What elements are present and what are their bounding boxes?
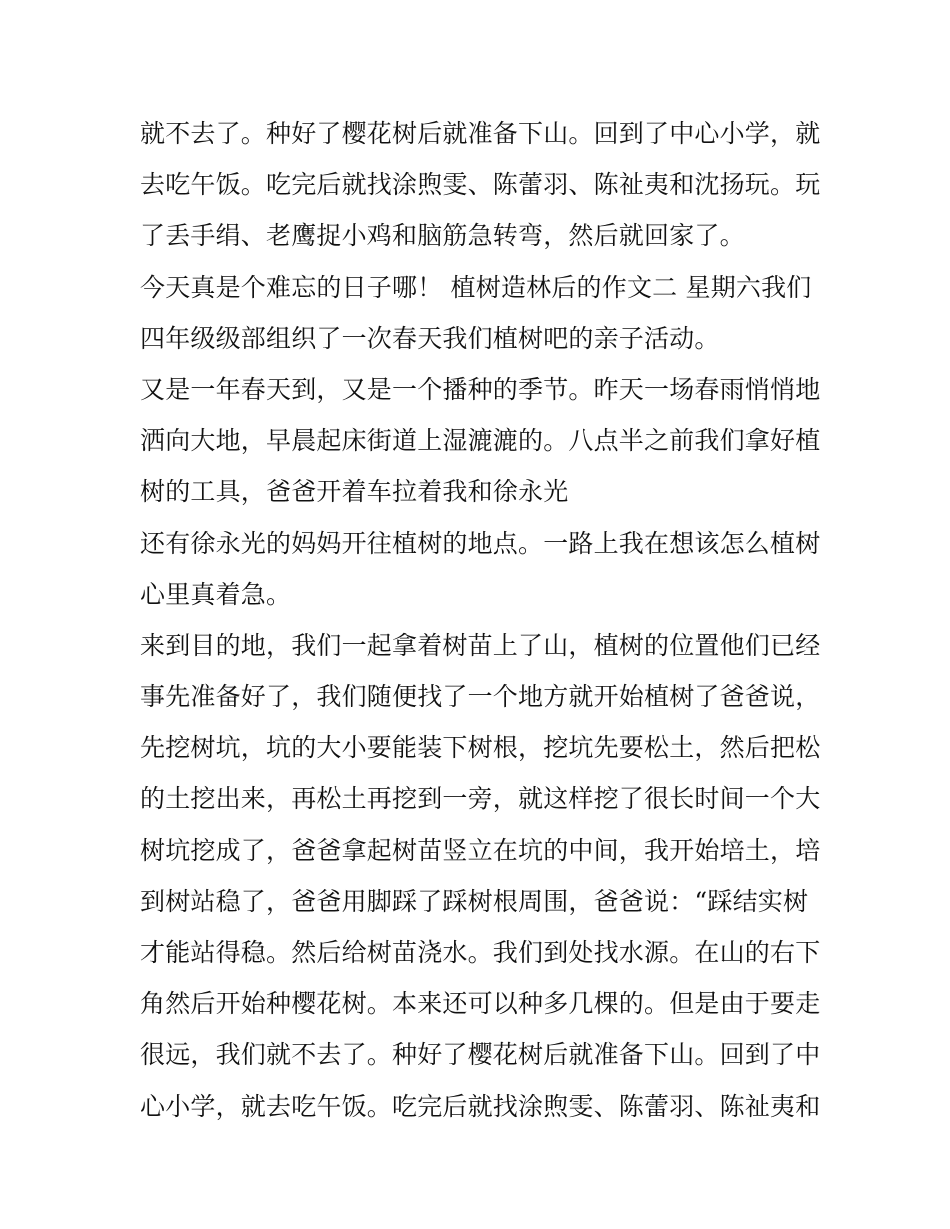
text-line-12: 事先准备好了，我们随便找了一个地方就开始植树了爸爸说，	[140, 682, 821, 712]
text-line-5: 四年级级部组织了一次春天我们植树吧的亲子活动。	[140, 323, 720, 353]
text-line-16: 到树站稳了，爸爸用脚踩了踩树根周围，爸爸说：“踩结实树	[140, 886, 809, 916]
essay-text	[140, 108, 820, 1132]
text-line-3: 了丢手绢、老鹰捉小鸡和脑筋急转弯，然后就回家了。	[140, 221, 745, 251]
text-line-9: 还有徐永光的妈妈开往植树的地点。一路上我在想该怎么植树	[140, 528, 821, 558]
text-line-19: 很远，我们就不去了。种好了樱花树后就准备下山。回到了中	[140, 1040, 821, 1070]
text-line-4: 今天真是个难忘的日子哪！ 植树造林后的作文二 星期六我们	[140, 272, 812, 302]
text-line-14: 的土挖出来，再松土再挖到一旁，就这样挖了很长时间一个大	[140, 784, 821, 814]
text-line-15: 树坑挖成了，爸爸拿起树苗竖立在坑的中间，我开始培土，培	[140, 835, 821, 865]
text-line-6: 又是一年春天到，又是一个播种的季节。昨天一场春雨悄悄地	[140, 374, 821, 404]
text-line-13: 先挖树坑，坑的大小要能装下树根，挖坑先要松土，然后把松	[140, 733, 821, 763]
text-line-2: 去吃午饭。吃完后就找涂煦雯、陈蕾羽、陈祉夷和沈扬玩。玩	[140, 170, 821, 200]
text-line-10: 心里真着急。	[140, 579, 292, 609]
text-line-11: 来到目的地，我们一起拿着树苗上了山，植树的位置他们已经	[140, 630, 821, 660]
text-line-18: 角然后开始种樱花树。本来还可以种多几棵的。但是由于要走	[140, 989, 821, 1019]
text-line-8: 树的工具，爸爸开着车拉着我和徐永光	[140, 477, 569, 507]
text-line-20: 心小学，就去吃午饭。吃完后就找涂煦雯、陈蕾羽、陈祉夷和	[140, 1091, 821, 1121]
text-line-17: 才能站得稳。然后给树苗浇水。我们到处找水源。在山的右下	[140, 938, 821, 967]
text-line-1: 就不去了。种好了樱花树后就准备下山。回到了中心小学，就	[140, 119, 821, 148]
text-line-7: 洒向大地，早晨起床街道上湿漉漉的。八点半之前我们拿好植	[140, 426, 821, 456]
